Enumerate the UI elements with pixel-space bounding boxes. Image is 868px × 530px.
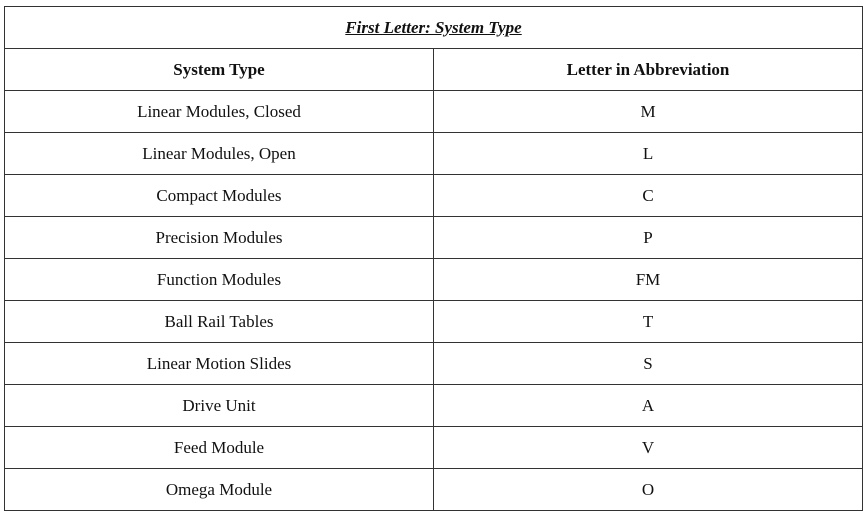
letter-cell: L: [434, 133, 863, 175]
system-type-cell: Drive Unit: [5, 385, 434, 427]
table-title: First Letter: System Type: [5, 7, 863, 49]
system-type-cell: Compact Modules: [5, 175, 434, 217]
system-type-cell: Feed Module: [5, 427, 434, 469]
system-type-cell: Function Modules: [5, 259, 434, 301]
letter-cell: V: [434, 427, 863, 469]
header-system-type: System Type: [5, 49, 434, 91]
table-row: [5, 133, 863, 175]
system-type-cell: Omega Module: [5, 469, 434, 511]
table-row: [5, 427, 863, 469]
letter-cell: FM: [434, 259, 863, 301]
table-row: [5, 175, 863, 217]
system-type-table: [4, 6, 863, 511]
letter-cell: S: [434, 343, 863, 385]
table-header-row: [5, 49, 863, 91]
letter-cell: T: [434, 301, 863, 343]
letter-cell: P: [434, 217, 863, 259]
system-type-cell: Precision Modules: [5, 217, 434, 259]
table-row: [5, 217, 863, 259]
letter-cell: M: [434, 91, 863, 133]
letter-cell: C: [434, 175, 863, 217]
system-type-cell: Linear Modules, Closed: [5, 91, 434, 133]
table-row: [5, 343, 863, 385]
table-row: [5, 259, 863, 301]
table-row: [5, 301, 863, 343]
system-type-cell: Ball Rail Tables: [5, 301, 434, 343]
system-type-cell: Linear Modules, Open: [5, 133, 434, 175]
header-letter-in-abbreviation: Letter in Abbreviation: [434, 49, 863, 91]
table-title-row: [5, 7, 863, 49]
letter-cell: O: [434, 469, 863, 511]
table-row: [5, 385, 863, 427]
table-row: [5, 91, 863, 133]
letter-cell: A: [434, 385, 863, 427]
table-row: [5, 469, 863, 511]
system-type-cell: Linear Motion Slides: [5, 343, 434, 385]
